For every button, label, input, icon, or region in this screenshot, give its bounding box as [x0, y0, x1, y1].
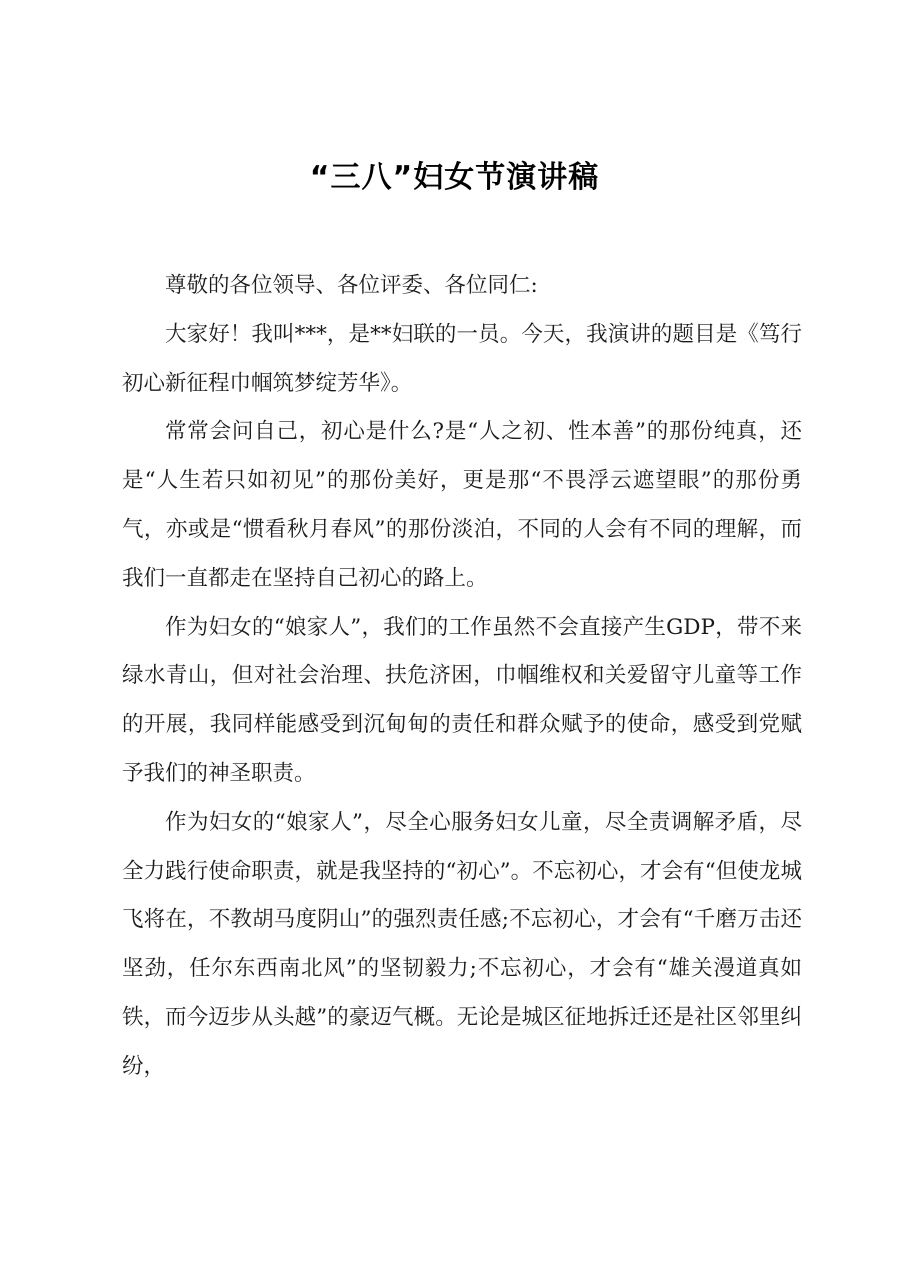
document-title: “三八”妇女节演讲稿: [309, 160, 600, 195]
body-paragraph: 作为妇女的“娘家人”，我们的工作虽然不会直接产生GDP，带不来绿水青山，但对社会治理、扶危济困，巾帼维权和关爱留守儿童等工作的开展，我同样能感受到沉甸甸的责任和群众赋予的使命，感受到党赋予我们的神圣职责。: [122, 614, 802, 786]
body-paragraph: 作为妇女的“娘家人”，尽全心服务妇女儿童，尽全责调解矛盾，尽全力践行使命职责，就是我坚持的“初心”。不忘初心，才会有“但使龙城飞将在，不教胡马度阴山”的强烈责任感;不忘初心，才会有“千磨万击还坚劲，任尔东西南北风”的坚韧毅力;不忘初心，才会有“雄关漫道真如铁，而今迈步从头越”的豪迈气概。无论是城区征地拆迁还是社区邻里纠纷，: [122, 809, 802, 1079]
greeting-paragraph: 大家好！我叫***，是**妇联的一员。今天，我演讲的题目是《笃行初心新征程巾帼筑梦绽芳华》。: [122, 321, 802, 396]
salutation-paragraph: 尊敬的各位领导、各位评委、各位同仁:: [165, 273, 538, 298]
body-paragraph: 常常会问自己，初心是什么?是“人之初、性本善”的那份纯真，还是“人生若只如初见”的那份美好，更是那“不畏浮云遮望眼”的那份勇气，亦或是“惯看秋月春风”的那份淡泊，不同的人会有不同的理解，而我们一直都走在坚持自己初心的路上。: [122, 419, 802, 591]
document-body: [122, 262, 802, 1092]
